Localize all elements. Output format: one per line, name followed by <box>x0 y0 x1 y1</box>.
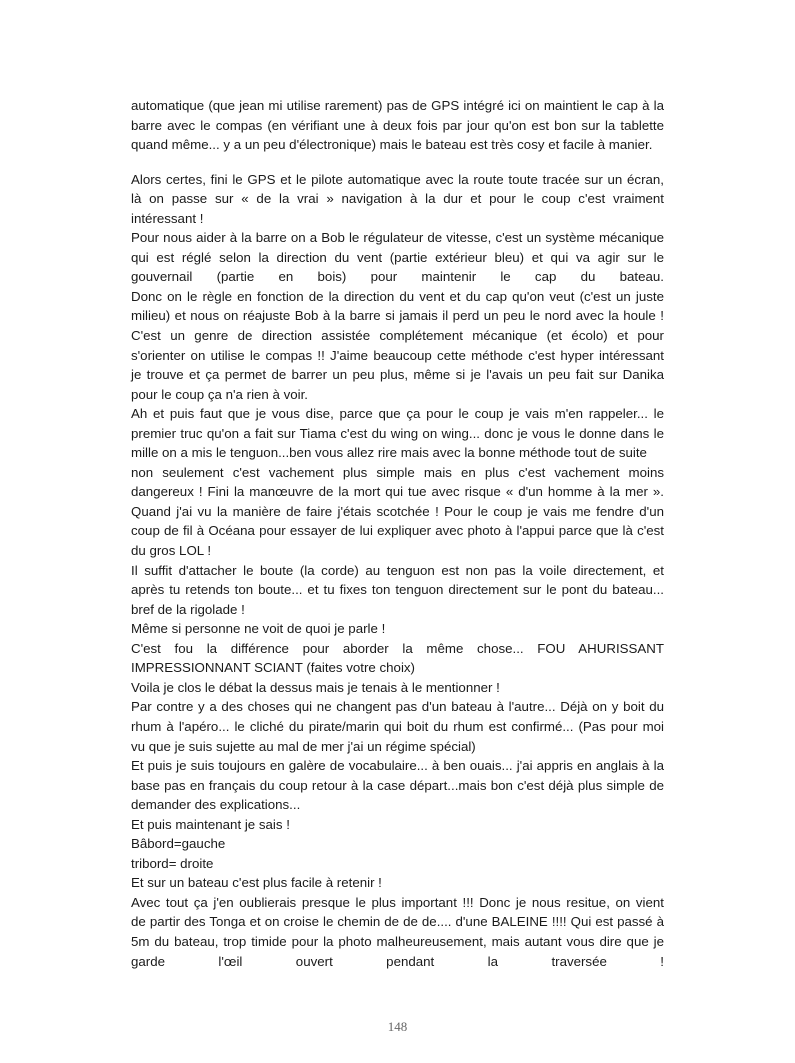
text-line: coup de fil à Océana pour essayer de lui expliquer avec photo à l'appui parce que là c'est <box>131 523 664 539</box>
text-line: dangereux ! Fini la manœuvre de la mort qui tue avec risque « d'un homme à la mer ». <box>131 484 664 500</box>
text-line: mille on a mis le tenguon...ben vous allez rire mais avec la bonne méthode tout de suite <box>131 445 647 461</box>
text-line: Donc on le règle en fonction de la direction du vent et du cap qu'on veut (c'est un juste <box>131 288 664 304</box>
page-number: 148 <box>387 1019 408 1034</box>
text-line: là on passe sur « de la vrai » navigation à la dur et pour le coup c'est vraiment <box>131 191 664 207</box>
text-line: vu que je suis sujette au mal de mer j'ai un régime spécial) <box>131 738 476 754</box>
text-line: Bâbord=gauche <box>131 836 226 852</box>
paragraph-1 <box>131 96 664 155</box>
text-line: milieu) et nous on réajuste Bob à la barre si jamais il perd un peu le nord avec la houle ! <box>131 308 664 324</box>
text-line: premier truc qu'on a fait sur Tiama c'est du wing on wing... donc je vous le donne dans le <box>131 425 664 441</box>
text-line: Avec tout ça j'en oublierais presque le plus important !!! Donc je nous resitue, on vient <box>131 894 664 910</box>
text-line: 5m du bateau, trop timide pour la photo malheureusement, mais autant vous dire que je <box>131 933 664 949</box>
text-line: de partir des Tonga et on croise le chemin de de de.... d'une BALEINE !!!! Qui est passé à <box>131 914 664 930</box>
document-page <box>131 96 664 971</box>
text-line: automatique (que jean mi utilise rarement) pas de GPS intégré ici on maintient le cap à la <box>131 98 664 113</box>
text-line: Voila je clos le débat la dessus mais je tenais à le mentionner ! <box>131 679 500 695</box>
text-line: tribord= droite <box>131 855 214 871</box>
text-line: Quand j'ai vu la manière de faire j'étais scotchée ! Pour le coup je vais me fendre d'un <box>131 503 664 519</box>
text-line: rhum à l'apéro... le cliché du pirate/marin qui boit du rhum est confirmé... (Pas pour moi <box>131 718 664 734</box>
text-line: C'est un genre de direction assistée complétement mécanique (et écolo) et pour <box>131 328 664 344</box>
text-line: Et sur un bateau c'est plus facile à retenir ! <box>131 875 382 891</box>
text-line: quand même... y a un peu d'électronique) mais le bateau est très cosy et facile à manier. <box>131 137 653 153</box>
text-line: s'orienter on utilise le compas !! J'aime beaucoup cette méthode c'est hyper intéressant <box>131 347 664 363</box>
paragraph-2 <box>131 170 664 971</box>
text-line: bref de la rigolade ! <box>131 601 245 617</box>
text-line: Et puis maintenant je sais ! <box>131 816 290 832</box>
text-line: gouvernail (partie en bois) pour maintenir le cap du bateau. <box>131 269 664 285</box>
text-line: base pas en français du coup retour à la case départ...mais bon c'est déjà plus simple de <box>131 777 664 793</box>
paragraph-gap <box>131 155 664 170</box>
text-line: Alors certes, fini le GPS et le pilote automatique avec la route toute tracée sur un écran, <box>131 171 664 187</box>
text-line: demander des explications... <box>131 797 301 813</box>
text-line: C'est fou la différence pour aborder la même chose... FOU AHURISSANT <box>131 640 664 656</box>
text-line: Par contre y a des choses qui ne changent pas d'un bateau à l'autre... Déjà on y boit du <box>131 699 664 715</box>
text-line: Pour nous aider à la barre on a Bob le régulateur de vitesse, c'est un système mécanique <box>131 230 664 246</box>
text-line: Il suffit d'attacher le boute (la corde) au tenguon est non pas la voile directement, et <box>131 562 664 578</box>
text-line: je trouve et ça permet de barrer un peu plus, même si je l'avais un peu fait sur Danika <box>131 367 664 383</box>
text-line: non seulement c'est vachement plus simple mais en plus c'est vachement moins <box>131 464 664 480</box>
text-line: pour le coup ça n'a rien à voir. <box>131 386 308 402</box>
text-line: qui est réglé selon la direction du vent (partie extérieur bleu) et qui va agir sur le <box>131 249 664 265</box>
text-line: intéressant ! <box>131 210 204 226</box>
text-line: Et puis je suis toujours en galère de vocabulaire... à ben ouais... j'ai appris en anglais à la <box>131 758 664 774</box>
text-line: du gros LOL ! <box>131 543 212 559</box>
text-line: Ah et puis faut que je vous dise, parce que ça pour le coup je vais m'en rappeler... le <box>131 406 664 422</box>
text-line: Même si personne ne voit de quoi je parle ! <box>131 621 386 637</box>
text-line: après tu retends ton boute... et tu fixes ton tenguon directement sur le pont du bateau... <box>131 582 664 598</box>
text-line: IMPRESSIONNANT SCIANT (faites votre choix) <box>131 660 415 676</box>
text-line: barre avec le compas (en vérifiant une à deux fois par jour qu'on est bon sur la tablette <box>131 117 664 133</box>
text-line: garde l'œil ouvert pendant la traversée ! <box>131 953 664 969</box>
